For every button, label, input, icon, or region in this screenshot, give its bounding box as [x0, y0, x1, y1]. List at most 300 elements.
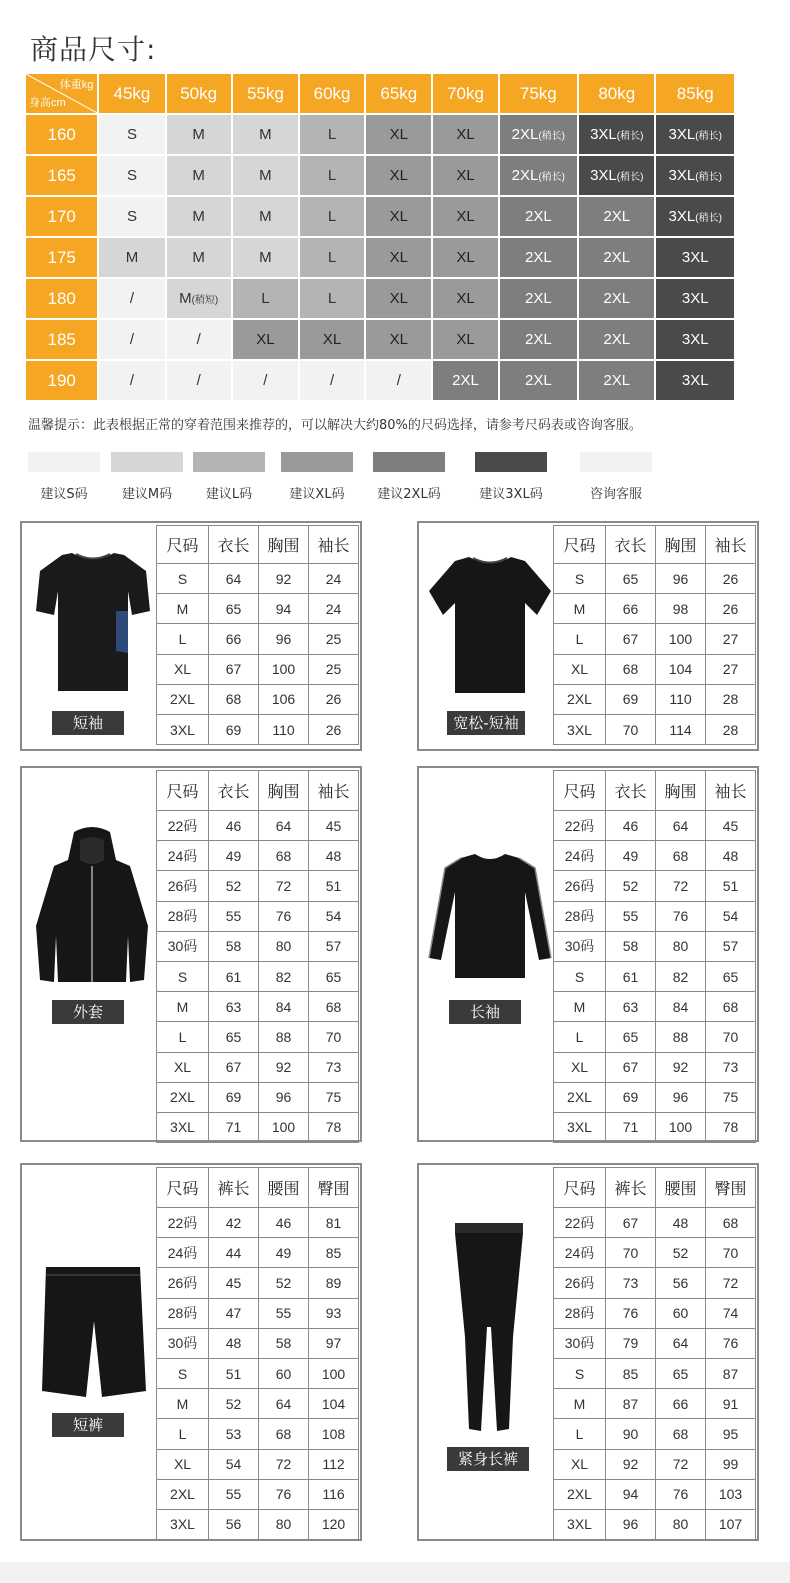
table-cell: 82 — [656, 961, 706, 991]
size-value: 2XL — [603, 372, 631, 389]
table-cell: 100 — [259, 654, 309, 684]
table-cell: 3XL — [157, 1112, 209, 1142]
table-cell: 70 — [606, 1238, 656, 1268]
size-cell — [300, 320, 364, 359]
table-cell: 30码 — [157, 931, 209, 961]
table-cell: 49 — [606, 841, 656, 871]
table-cell: 73 — [309, 1052, 359, 1082]
table-cell: 70 — [309, 1022, 359, 1052]
column-header: 尺码 — [554, 526, 606, 564]
size-cell — [366, 115, 431, 154]
size-note: (稍长) — [538, 172, 566, 183]
table-cell: 2XL — [554, 684, 606, 714]
table-cell: 96 — [606, 1509, 656, 1539]
table-cell: 67 — [606, 624, 656, 654]
table-row — [554, 1238, 756, 1268]
column-header: 袖长 — [309, 526, 359, 564]
table-cell: 60 — [656, 1298, 706, 1328]
column-header: 尺码 — [554, 771, 606, 811]
table-cell: S — [554, 961, 606, 991]
product-label: 长袖 — [449, 1000, 521, 1024]
bottom-band — [0, 1562, 790, 1583]
table-cell: 81 — [309, 1208, 359, 1238]
column-header: 胸围 — [656, 526, 706, 564]
legend-swatch — [373, 452, 445, 472]
table-row — [554, 931, 756, 961]
table-cell: XL — [554, 654, 606, 684]
table-cell: S — [157, 1358, 209, 1388]
table-cell: 44 — [209, 1238, 259, 1268]
table-cell: 100 — [309, 1358, 359, 1388]
height-header: 185 — [26, 320, 97, 359]
size-table — [156, 525, 359, 745]
table-cell: 45 — [706, 811, 756, 841]
height-header: 190 — [26, 361, 97, 400]
table-cell: 2XL — [157, 684, 209, 714]
table-row — [157, 1208, 359, 1238]
table-cell: 104 — [656, 654, 706, 684]
legend-label: 咨询客服 — [589, 487, 642, 502]
table-row — [157, 871, 359, 901]
size-cell — [99, 115, 164, 154]
table-cell: 64 — [209, 564, 259, 594]
table-cell: 55 — [209, 1479, 259, 1509]
legend-swatch — [111, 452, 183, 472]
product-label: 短裤 — [52, 1413, 124, 1437]
column-header: 尺码 — [157, 526, 209, 564]
weight-header: 65kg — [366, 74, 431, 113]
table-cell: 92 — [259, 564, 309, 594]
table-row — [554, 1449, 756, 1479]
table-cell: 68 — [706, 1208, 756, 1238]
legend-item — [373, 452, 445, 502]
table-cell: 58 — [209, 931, 259, 961]
size-value: 2XL — [524, 249, 552, 266]
table-cell: 87 — [606, 1389, 656, 1419]
table-row — [554, 961, 756, 991]
size-cell — [500, 156, 577, 195]
size-value: L — [327, 167, 337, 184]
size-value: S — [126, 208, 137, 225]
table-cell: 54 — [209, 1449, 259, 1479]
table-cell: 76 — [259, 901, 309, 931]
table-cell: 100 — [259, 1112, 309, 1142]
table-cell: 92 — [606, 1449, 656, 1479]
table-cell: 26 — [309, 714, 359, 744]
table-row — [157, 594, 359, 624]
size-cell — [99, 279, 164, 318]
size-value: XL — [456, 290, 475, 307]
table-cell: 64 — [656, 1328, 706, 1358]
column-header: 胸围 — [259, 526, 309, 564]
table-cell: 22码 — [554, 811, 606, 841]
size-value: XL — [389, 331, 408, 348]
table-row — [157, 1419, 359, 1449]
table-cell: 48 — [706, 841, 756, 871]
size-cell — [300, 156, 364, 195]
column-header: 尺码 — [157, 1168, 209, 1208]
table-cell: 96 — [259, 1082, 309, 1112]
column-header: 尺码 — [157, 771, 209, 811]
table-cell: 2XL — [554, 1479, 606, 1509]
table-cell: 60 — [259, 1358, 309, 1388]
table-cell: 66 — [606, 594, 656, 624]
table-row — [554, 1112, 756, 1142]
size-value: 2XL — [452, 372, 479, 389]
table-cell: L — [157, 1022, 209, 1052]
table-cell: M — [157, 594, 209, 624]
table-cell: 2XL — [157, 1082, 209, 1112]
table-row — [157, 811, 359, 841]
size-value: 3XL — [681, 331, 709, 348]
table-cell: 116 — [309, 1479, 359, 1509]
height-header: 170 — [26, 197, 97, 236]
column-header: 腰围 — [259, 1168, 309, 1208]
size-cell — [300, 238, 364, 277]
table-row — [157, 1082, 359, 1112]
size-value: / — [129, 290, 135, 307]
size-value: M — [179, 290, 192, 307]
size-cell — [579, 238, 654, 277]
size-value: 2XL — [603, 331, 631, 348]
table-cell: 68 — [656, 1419, 706, 1449]
size-value: 3XL — [590, 126, 617, 143]
table-cell: 71 — [209, 1112, 259, 1142]
table-cell: 3XL — [554, 714, 606, 744]
table-cell: 52 — [656, 1238, 706, 1268]
size-value: / — [129, 331, 135, 348]
size-cell — [656, 115, 734, 154]
table-cell: 3XL — [554, 1509, 606, 1539]
size-cell — [233, 197, 298, 236]
table-cell: 26码 — [554, 871, 606, 901]
table-cell: 30码 — [554, 1328, 606, 1358]
panel-short-sleeve — [20, 521, 362, 751]
size-cell — [300, 197, 364, 236]
table-cell: 22码 — [554, 1208, 606, 1238]
column-header: 臀围 — [706, 1168, 756, 1208]
size-note: (稍长) — [616, 172, 644, 183]
table-cell: 45 — [209, 1268, 259, 1298]
table-row — [554, 811, 756, 841]
legend-swatch — [580, 452, 652, 472]
table-cell: 76 — [606, 1298, 656, 1328]
table-cell: 49 — [209, 841, 259, 871]
column-header: 腰围 — [656, 1168, 706, 1208]
product-label: 宽松-短袖 — [447, 711, 525, 735]
legend-label: 建议XL码 — [289, 487, 345, 502]
size-value: / — [396, 372, 401, 389]
size-cell — [300, 115, 364, 154]
table-row — [157, 624, 359, 654]
table-cell: 92 — [656, 1052, 706, 1082]
table-cell: 28码 — [157, 901, 209, 931]
table-cell: 65 — [656, 1358, 706, 1388]
table-cell: 2XL — [554, 1082, 606, 1112]
table-cell: 46 — [209, 811, 259, 841]
grid-row — [26, 279, 734, 318]
size-value: M — [259, 167, 272, 184]
size-cell — [167, 197, 231, 236]
table-cell: 52 — [209, 1389, 259, 1419]
table-cell: 65 — [606, 1022, 656, 1052]
size-value: L — [327, 290, 337, 307]
table-cell: 55 — [209, 901, 259, 931]
size-value: XL — [389, 167, 408, 184]
size-note: (稍短) — [191, 295, 219, 306]
table-cell: M — [554, 1389, 606, 1419]
shorts-icon — [38, 1261, 148, 1401]
size-note: (稍长) — [538, 131, 566, 142]
table-cell: S — [157, 564, 209, 594]
weight-header: 60kg — [300, 74, 364, 113]
legend-item — [111, 452, 183, 502]
corner-height-label: 身高cm — [29, 97, 66, 109]
table-cell: 68 — [259, 841, 309, 871]
table-row — [554, 992, 756, 1022]
table-cell: 96 — [656, 1082, 706, 1112]
table-cell: 72 — [706, 1268, 756, 1298]
table-row — [157, 931, 359, 961]
size-value: 3XL — [590, 167, 617, 184]
size-cell — [433, 156, 497, 195]
table-cell: 54 — [309, 901, 359, 931]
size-value: XL — [456, 167, 475, 184]
height-header: 165 — [26, 156, 97, 195]
table-cell: 75 — [706, 1082, 756, 1112]
table-cell: 89 — [309, 1268, 359, 1298]
weight-header: 45kg — [99, 74, 164, 113]
table-row — [157, 901, 359, 931]
table-cell: 67 — [209, 654, 259, 684]
size-cell — [500, 238, 577, 277]
size-value: XL — [389, 126, 408, 143]
table-cell: 30码 — [554, 931, 606, 961]
size-value: XL — [456, 249, 475, 266]
column-header: 袖长 — [706, 771, 756, 811]
tip-text: 温馨提示：此表根据正常的穿着范围来推荐的，可以解决大约80%的尺码选择，请参考尺码表或咨询客服。 — [28, 418, 642, 433]
table-cell: 100 — [656, 1112, 706, 1142]
size-cell — [500, 197, 577, 236]
panel-jacket — [20, 766, 362, 1142]
table-cell: 26码 — [157, 1268, 209, 1298]
table-cell: XL — [157, 1449, 209, 1479]
table-cell: 57 — [706, 931, 756, 961]
grid-row — [26, 361, 734, 400]
size-value: 3XL — [668, 126, 696, 143]
size-recommendation-grid — [24, 72, 736, 402]
table-cell: L — [554, 1022, 606, 1052]
table-cell: 52 — [209, 871, 259, 901]
table-cell: 46 — [606, 811, 656, 841]
table-cell: 65 — [706, 961, 756, 991]
table-cell: 72 — [656, 1449, 706, 1479]
table-cell: 26 — [309, 684, 359, 714]
table-row — [554, 594, 756, 624]
panel-shorts — [20, 1163, 362, 1541]
table-cell: 76 — [656, 1479, 706, 1509]
corner-weight-label: 体重kg — [59, 79, 94, 91]
table-cell: 84 — [656, 992, 706, 1022]
table-cell: M — [157, 1389, 209, 1419]
panel-tights — [417, 1163, 759, 1541]
table-cell: 66 — [209, 624, 259, 654]
column-header: 胸围 — [259, 771, 309, 811]
hooded-jacket-icon — [30, 826, 154, 994]
table-row — [157, 1238, 359, 1268]
table-cell: 96 — [656, 564, 706, 594]
table-cell: 28 — [706, 714, 756, 744]
table-cell: 88 — [259, 1022, 309, 1052]
product-label: 紧身长裤 — [447, 1447, 529, 1471]
size-cell — [233, 156, 298, 195]
table-cell: 73 — [606, 1268, 656, 1298]
table-row — [157, 1358, 359, 1388]
size-value: S — [126, 126, 137, 143]
size-value: 2XL — [524, 331, 552, 348]
size-cell — [366, 279, 431, 318]
table-row — [554, 714, 756, 744]
size-value: 2XL — [524, 290, 552, 307]
legend-swatch — [475, 452, 547, 472]
size-value: XL — [389, 249, 408, 266]
table-cell: 95 — [706, 1419, 756, 1449]
table-row — [157, 1022, 359, 1052]
table-cell: 30码 — [157, 1328, 209, 1358]
table-cell: 85 — [309, 1238, 359, 1268]
size-value: XL — [322, 331, 342, 348]
table-cell: 22码 — [157, 1208, 209, 1238]
table-cell: 80 — [656, 1509, 706, 1539]
size-value: 2XL — [511, 126, 539, 143]
table-row — [157, 1298, 359, 1328]
table-cell: 70 — [606, 714, 656, 744]
table-cell: 45 — [309, 811, 359, 841]
size-value: XL — [389, 208, 408, 225]
table-row — [554, 1328, 756, 1358]
table-row — [554, 1052, 756, 1082]
table-row — [157, 1052, 359, 1082]
legend-label: 建议L码 — [205, 487, 253, 502]
grid-row — [26, 238, 734, 277]
size-value: XL — [389, 290, 408, 307]
size-cell — [433, 279, 497, 318]
table-cell: 56 — [209, 1509, 259, 1539]
table-cell: 24 — [309, 564, 359, 594]
table-cell: 26码 — [157, 871, 209, 901]
table-cell: 57 — [309, 931, 359, 961]
size-value: L — [261, 290, 270, 307]
size-cell — [579, 279, 654, 318]
size-value: M — [192, 249, 205, 266]
table-row — [157, 1112, 359, 1142]
legend-item — [281, 452, 353, 502]
legend-item — [475, 452, 547, 502]
table-cell: 64 — [259, 811, 309, 841]
table-cell: 24码 — [157, 841, 209, 871]
size-value: 2XL — [603, 290, 631, 307]
table-row — [554, 1419, 756, 1449]
size-cell — [233, 238, 298, 277]
height-header: 180 — [26, 279, 97, 318]
size-table — [156, 770, 359, 1143]
color-legend — [28, 452, 668, 502]
page-title: 商品尺寸: — [30, 33, 157, 66]
size-value: 2XL — [524, 208, 552, 225]
short-sleeve-shirt-icon — [32, 541, 152, 701]
table-cell: 25 — [309, 624, 359, 654]
table-cell: 47 — [209, 1298, 259, 1328]
size-cell — [656, 238, 734, 277]
table-cell: 24码 — [554, 841, 606, 871]
size-cell — [500, 279, 577, 318]
column-header: 尺码 — [554, 1168, 606, 1208]
size-cell — [433, 320, 497, 359]
table-cell: 25 — [309, 654, 359, 684]
table-cell: 52 — [606, 871, 656, 901]
column-header: 裤长 — [606, 1168, 656, 1208]
size-cell — [167, 115, 231, 154]
table-cell: 68 — [209, 684, 259, 714]
grid-row — [26, 197, 734, 236]
table-row — [157, 1479, 359, 1509]
table-cell: 26 — [706, 594, 756, 624]
height-header: 175 — [26, 238, 97, 277]
size-cell — [433, 115, 497, 154]
table-cell: 53 — [209, 1419, 259, 1449]
table-cell: 63 — [209, 992, 259, 1022]
size-cell — [366, 361, 431, 400]
size-value: / — [196, 372, 201, 389]
size-note: (稍长) — [616, 131, 644, 142]
table-cell: 74 — [706, 1298, 756, 1328]
table-cell: 68 — [309, 992, 359, 1022]
table-row — [554, 564, 756, 594]
table-cell: 70 — [706, 1022, 756, 1052]
size-cell — [233, 361, 298, 400]
size-cell — [366, 156, 431, 195]
table-row — [554, 1022, 756, 1052]
table-cell: 120 — [309, 1509, 359, 1539]
table-cell: 61 — [606, 961, 656, 991]
size-value: 3XL — [681, 290, 709, 307]
table-row — [157, 1268, 359, 1298]
size-cell — [656, 320, 734, 359]
size-value: M — [192, 208, 205, 225]
table-cell: 99 — [706, 1449, 756, 1479]
table-cell: 76 — [259, 1479, 309, 1509]
table-cell: 91 — [706, 1389, 756, 1419]
size-cell — [656, 279, 734, 318]
size-table — [156, 1167, 359, 1540]
weight-header: 75kg — [500, 74, 577, 113]
table-cell: 114 — [656, 714, 706, 744]
size-cell — [433, 197, 497, 236]
size-value: XL — [456, 126, 475, 143]
table-cell: 110 — [259, 714, 309, 744]
table-cell: XL — [157, 654, 209, 684]
table-cell: 26 — [706, 564, 756, 594]
size-note: (稍长) — [695, 213, 722, 224]
table-row — [157, 564, 359, 594]
size-value: L — [327, 126, 337, 143]
table-cell: 48 — [656, 1208, 706, 1238]
size-value: 3XL — [681, 372, 709, 389]
table-cell: S — [554, 1358, 606, 1388]
table-cell: 76 — [706, 1328, 756, 1358]
size-note: (稍长) — [695, 172, 722, 183]
table-cell: 106 — [259, 684, 309, 714]
